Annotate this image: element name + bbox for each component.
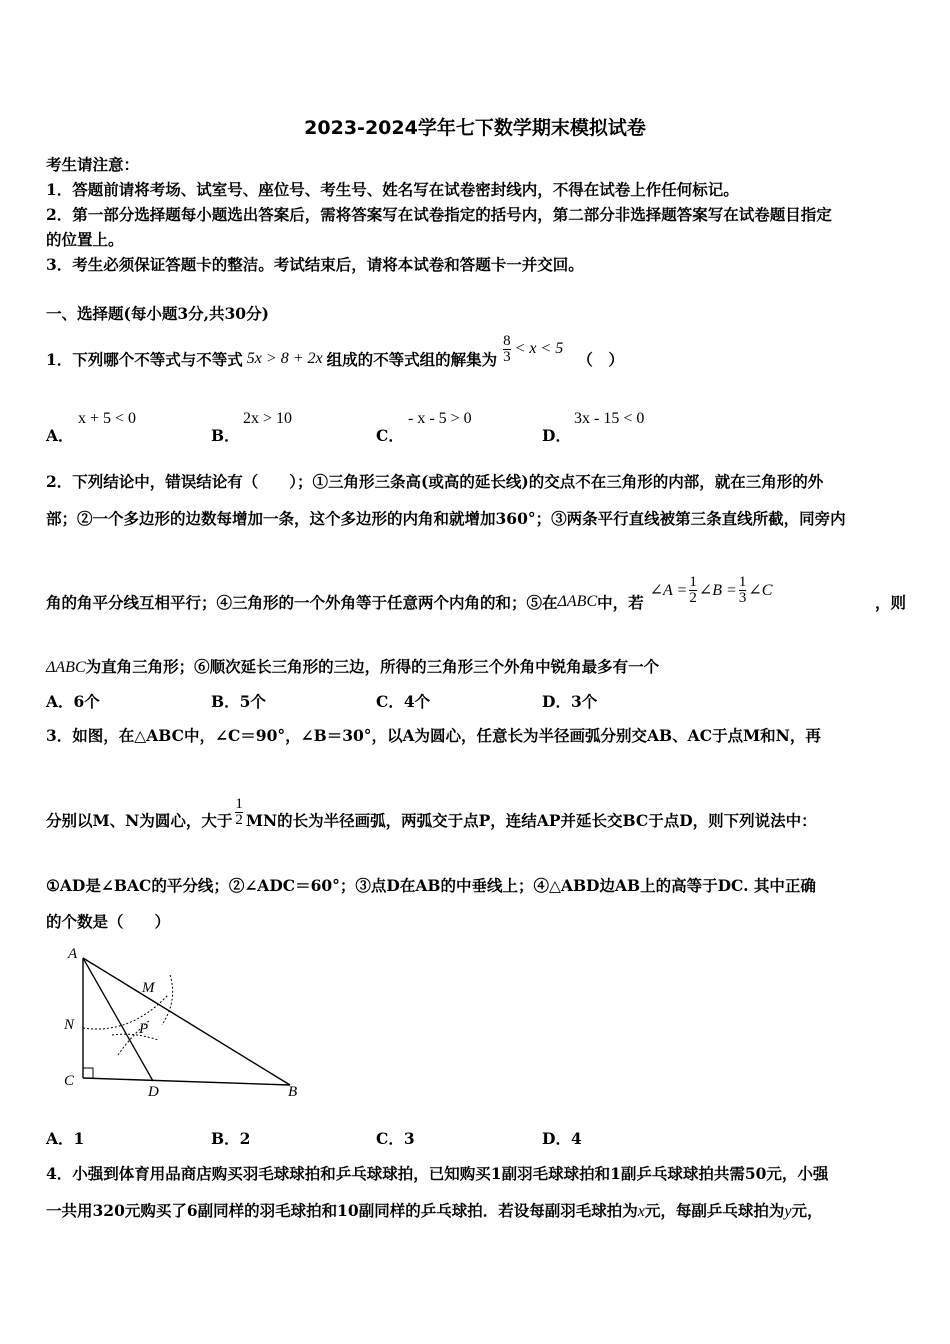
label-d: D	[148, 1084, 159, 1100]
label-b: B	[288, 1084, 298, 1100]
q4-line-2	[46, 1199, 822, 1221]
q3-option-a[interactable]: A．1	[46, 1129, 85, 1148]
q2-line-2: 部；②一个多边形的边数每增加一条，这个多边形的内角和就增加360°；③两条平行直线被第三条直线所截，同旁内	[46, 509, 846, 528]
q3-line-2-a: 分别以M、N为圆心，大于	[46, 811, 233, 830]
q2-line-3-b: 中，若	[597, 593, 644, 612]
q2-option-c[interactable]: C．4个	[376, 692, 431, 711]
label-p: P	[139, 1021, 149, 1037]
side-cb	[83, 1078, 290, 1085]
q2-option-b[interactable]: B．5个	[211, 692, 266, 711]
q2-line-3	[46, 572, 906, 632]
q1-solution-rest: < x < 5	[514, 340, 564, 357]
q1-option-b-label: B．	[211, 426, 240, 445]
q2-third-fraction	[739, 575, 747, 606]
q1-option-b-expr: 2x > 10	[243, 410, 293, 427]
q2-line-4-triangle: ΔABC	[46, 659, 86, 676]
q1-inequality: 5x > 8 + 2x	[246, 350, 323, 367]
right-angle-mark	[83, 1068, 93, 1078]
q4-line-2-c: 元，	[791, 1201, 823, 1220]
q1-mid: 组成的不等式组的解集为	[326, 350, 498, 369]
q2-half-fraction	[689, 575, 697, 606]
q1-prefix: 1．下列哪个不等式与不等式	[46, 350, 243, 369]
label-n: N	[64, 1017, 75, 1033]
label-m: M	[142, 980, 155, 996]
q1-option-a-label: A．	[46, 426, 74, 445]
arc-from-a	[83, 995, 168, 1029]
q2-line-4	[46, 655, 659, 677]
q2-angle-relation	[650, 575, 773, 606]
section-heading: 一、选择题(每小题3分,共30分)	[46, 304, 269, 323]
q2-line-1: 2．下列结论中，错误结论有（ ）；①三角形三条高(或高的延长线)的交点不在三角形的内部，就在三角形的外	[46, 472, 824, 491]
q1-fraction-den: 3	[503, 348, 511, 365]
q3-line-3: ①AD是∠BAC的平分线；②∠ADC＝60°；③点D在AB的中垂线上；④△ABD边AB上的高等于DC. 其中正确	[46, 876, 816, 895]
q1-option-c-label: C．	[376, 426, 404, 445]
q1-options	[46, 410, 906, 446]
q3-line-2-b: MN的长为半径画弧，两弧交于点P，连结AP并延长交BC于点D，则下列说法中：	[245, 811, 817, 830]
bisector-ad	[83, 958, 153, 1081]
q4-line-1: 4．小强到体育用品商店购买羽毛球球拍和乒乓球球拍，已知购买1副羽毛球球拍和1副乒乓球球拍共需50元，小强	[46, 1164, 829, 1183]
q3-triangle-figure	[50, 940, 320, 1105]
q3-line-1: 3．如图，在△ABC中，∠C＝90°，∠B＝30°，以A为圆心，任意长为半径画弧分别交AB、AC于点M和N，再	[46, 726, 821, 745]
q1-fraction-num: 8	[503, 332, 511, 349]
page-title: 2023-2024学年七下数学期末模拟试卷	[304, 117, 646, 139]
label-a: A	[68, 946, 78, 962]
label-c: C	[64, 1073, 75, 1089]
q1-blank: （ ）	[577, 350, 624, 369]
q3-half-num: 1	[235, 795, 243, 812]
q1-option-a-expr: x + 5 < 0	[78, 410, 137, 427]
q2-line-4-text: 为直角三角形；⑥顺次延长三角形的三边，所得的三角形三个外角中锐角最多有一个	[85, 657, 660, 676]
q2-line-3-c: ，则	[874, 593, 906, 612]
q1-option-d-label: D．	[542, 426, 571, 445]
q1-option-d-expr: 3x - 15 < 0	[574, 410, 645, 427]
q3-options	[46, 1127, 906, 1149]
notice-item-1: 1．答题前请将考场、试室号、座位号、考生号、姓名写在试卷密封线内，不得在试卷上作任何标记。	[46, 180, 739, 199]
q2-third-num: 1	[738, 573, 747, 590]
q2-half-den: 2	[689, 589, 697, 606]
q1-option-c-expr: - x - 5 > 0	[408, 410, 472, 427]
notice-item-3: 3．考生必须保证答题卡的整洁。考试结束后，请将本试卷和答题卡一并交回。	[46, 255, 584, 274]
q3-line-4: 的个数是（ ）	[46, 912, 171, 931]
q2-option-a[interactable]: A．6个	[46, 692, 100, 711]
side-ab	[83, 958, 290, 1085]
q4-line-2-a: 一共用320元购买了6副同样的羽毛球拍和10副同样的乒乓球拍．若设每副羽毛球拍为	[46, 1201, 638, 1220]
q2-triangle: ΔABC	[557, 593, 598, 610]
q2-angle-a: ∠A =	[649, 582, 688, 599]
arc-from-n	[112, 1034, 158, 1040]
q4-var-x: x	[637, 1203, 645, 1220]
q1-fraction	[503, 334, 511, 365]
q4-var-y: y	[784, 1203, 792, 1220]
q2-options	[46, 690, 906, 712]
q1-solution	[503, 334, 563, 365]
notice-item-2-line-1: 2．第一部分选择题每小题选出答案后，需将答案写在试卷指定的括号内，第二部分非选择题答案写在试卷题目指定	[46, 205, 832, 224]
q3-option-c[interactable]: C．3	[376, 1129, 415, 1148]
q3-half-fraction	[235, 797, 243, 828]
q2-option-d[interactable]: D．3个	[542, 692, 598, 711]
q2-half-num: 1	[689, 573, 697, 590]
q2-line-3-a: 角的角平分线互相平行；④三角形的一个外角等于任意两个内角的和；⑤在	[46, 593, 558, 612]
q3-option-d[interactable]: D．4	[542, 1129, 582, 1148]
q3-half-den: 2	[235, 811, 243, 828]
q3-line-2	[46, 790, 817, 850]
q3-option-b[interactable]: B．2	[211, 1129, 251, 1148]
q2-angle-c: ∠C	[748, 582, 773, 599]
q2-angle-b: ∠B =	[698, 582, 737, 599]
question-1	[46, 328, 624, 390]
q2-third-den: 3	[738, 589, 747, 606]
q4-line-2-b: 元，每副乒乓球拍为	[644, 1201, 785, 1220]
notice-item-2-line-2: 的位置上。	[46, 230, 124, 249]
notice-heading: 考生请注意：	[46, 155, 140, 174]
